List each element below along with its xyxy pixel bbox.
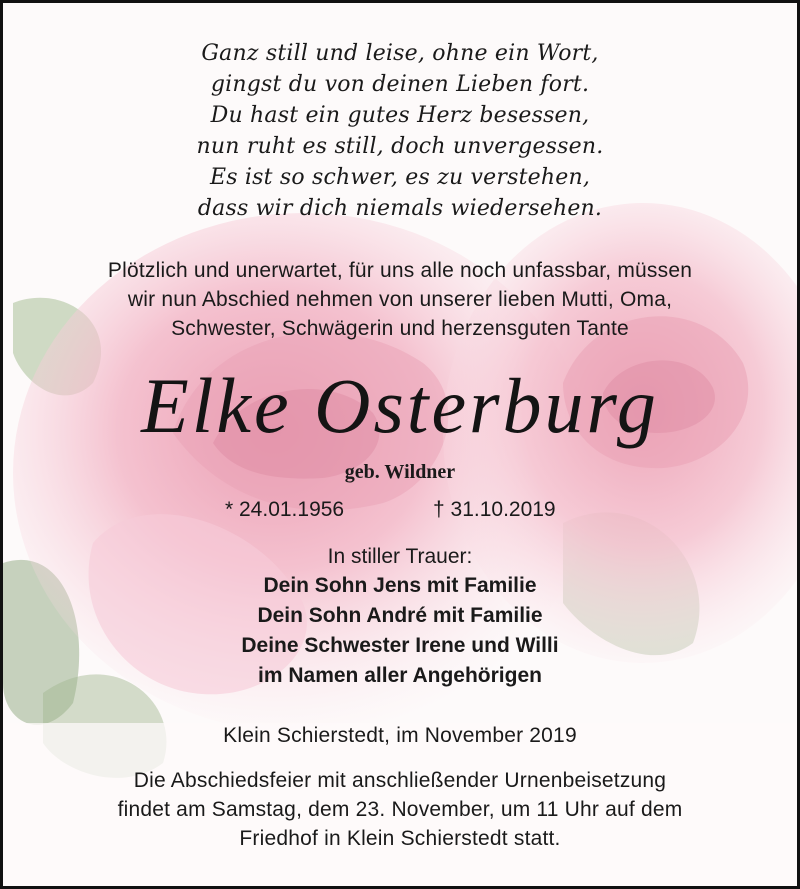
poem-line: dass wir dich niemals wiedersehen. — [197, 196, 603, 221]
mourner-line: im Namen aller Angehörigen — [258, 664, 542, 687]
ceremony-line: findet am Samstag, dem 23. November, um 11 Uhr auf dem — [117, 798, 683, 821]
birth-date: * 24.01.1956 — [225, 498, 345, 521]
birth-name: geb. Wildner — [344, 461, 456, 483]
poem-line: gingst du von deinen Lieben fort. — [210, 72, 590, 97]
notice-text — [3, 3, 797, 886]
poem-line: Es ist so schwer, es zu verstehen, — [209, 165, 591, 190]
poem-line: Du hast ein gutes Herz besessen, — [210, 103, 590, 128]
announcement-line: Plötzlich und unerwartet, für uns alle noch unfassbar, müssen — [107, 259, 693, 282]
mourner-line: Dein Sohn Jens mit Familie — [263, 574, 537, 597]
place-date: Klein Schierstedt, im November 2019 — [223, 724, 577, 747]
deceased-name: Elke Osterburg — [141, 362, 659, 449]
mourning-heading: In stiller Trauer: — [327, 545, 473, 568]
death-date: † 31.10.2019 — [433, 498, 556, 521]
ceremony-line: Die Abschiedsfeier mit anschließender Urnenbeisetzung — [133, 769, 667, 792]
announcement-line: Schwester, Schwägerin und herzensguten Tante — [171, 317, 629, 340]
mourner-line: Deine Schwester Irene und Willi — [241, 634, 559, 657]
poem-line: Ganz still und leise, ohne ein Wort, — [201, 41, 599, 66]
announcement-line: wir nun Abschied nehmen von unserer lieben Mutti, Oma, — [127, 288, 673, 311]
mourner-line: Dein Sohn André mit Familie — [257, 604, 543, 627]
ceremony-line: Friedhof in Klein Schierstedt statt. — [239, 827, 561, 850]
poem-line: nun ruht es still, doch unvergessen. — [196, 134, 604, 159]
